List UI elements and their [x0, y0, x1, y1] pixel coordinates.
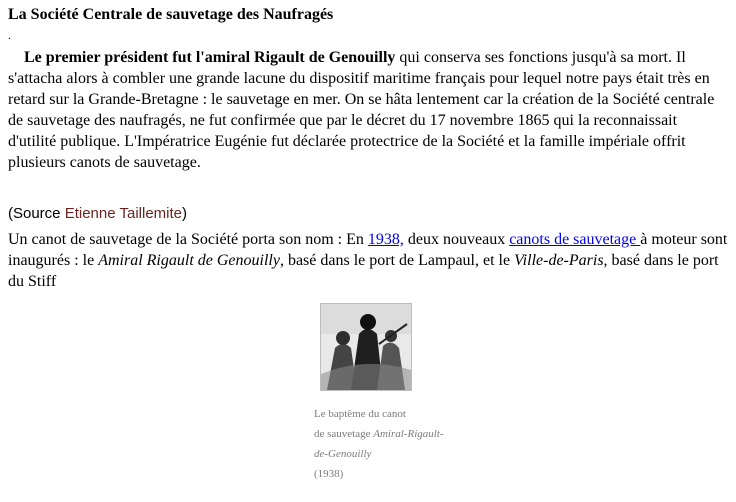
photo-caption — [314, 404, 444, 484]
caption-line-2 — [314, 424, 444, 464]
lifeboat-text-1: Un canot de sauvetage de la Société porta son nom : En — [8, 231, 368, 248]
caption-prefix: de sauvetage — [314, 428, 374, 440]
source-line — [8, 205, 187, 222]
intro-bold-lead: Le premier président fut l'amiral Rigault de Genouilly — [24, 49, 396, 66]
separator-dot: . — [8, 28, 11, 42]
lifeboat-paragraph — [8, 229, 728, 292]
intro-paragraph — [8, 47, 728, 173]
lifeboat-text-2: deux nouveaux — [403, 231, 510, 248]
page-title: La Société Centrale de sauvetage des Naufragés — [8, 6, 334, 23]
source-suffix: ) — [182, 205, 187, 222]
caption-year: (1938) — [314, 468, 344, 480]
boat-name-1: Amiral Rigault de Genouilly — [98, 252, 280, 269]
lifeboat-text-5: , basé dans le port du Stiff — [8, 252, 719, 290]
lifeboat-text-3: à moteur sont inaugurés : le — [8, 231, 728, 269]
christening-photo-image — [321, 304, 411, 390]
source-author: Etienne Taillemite — [64, 205, 182, 222]
link-canots-de-sauvetage[interactable]: canots de sauvetage — [509, 231, 641, 248]
christening-photo — [320, 303, 412, 391]
caption-boat-name: Amiral-Rigault-de-Genouilly — [314, 428, 444, 460]
link-1938[interactable]: 1938, — [367, 231, 404, 248]
lifeboat-text-4: , basé dans le port de Lampaul, et le — [279, 252, 515, 269]
source-prefix: (Source — [8, 205, 65, 222]
boat-name-2: Ville-de-Paris — [514, 252, 604, 269]
intro-text: qui conserva ses fonctions jusqu'à sa mort. Il s'attacha alors à combler une grande lacune du dispositif maritime français pour lequel notre pays était très en retard sur la Grande-Bretagne : le sauvetage en mer. On se hâta lentement car la création de la Société centrale de sauvetage des naufragés, ne fut confirmée que par le décret du 17 novembre 1865 qui la reconnaissait d'utilité publique. L'Impératrice Eugénie fut déclarée protectrice de la Société et la famille impériale offrit plusieurs canots de sauvetage. — [8, 49, 715, 171]
caption-line-1: Le baptême du canot — [314, 408, 406, 420]
